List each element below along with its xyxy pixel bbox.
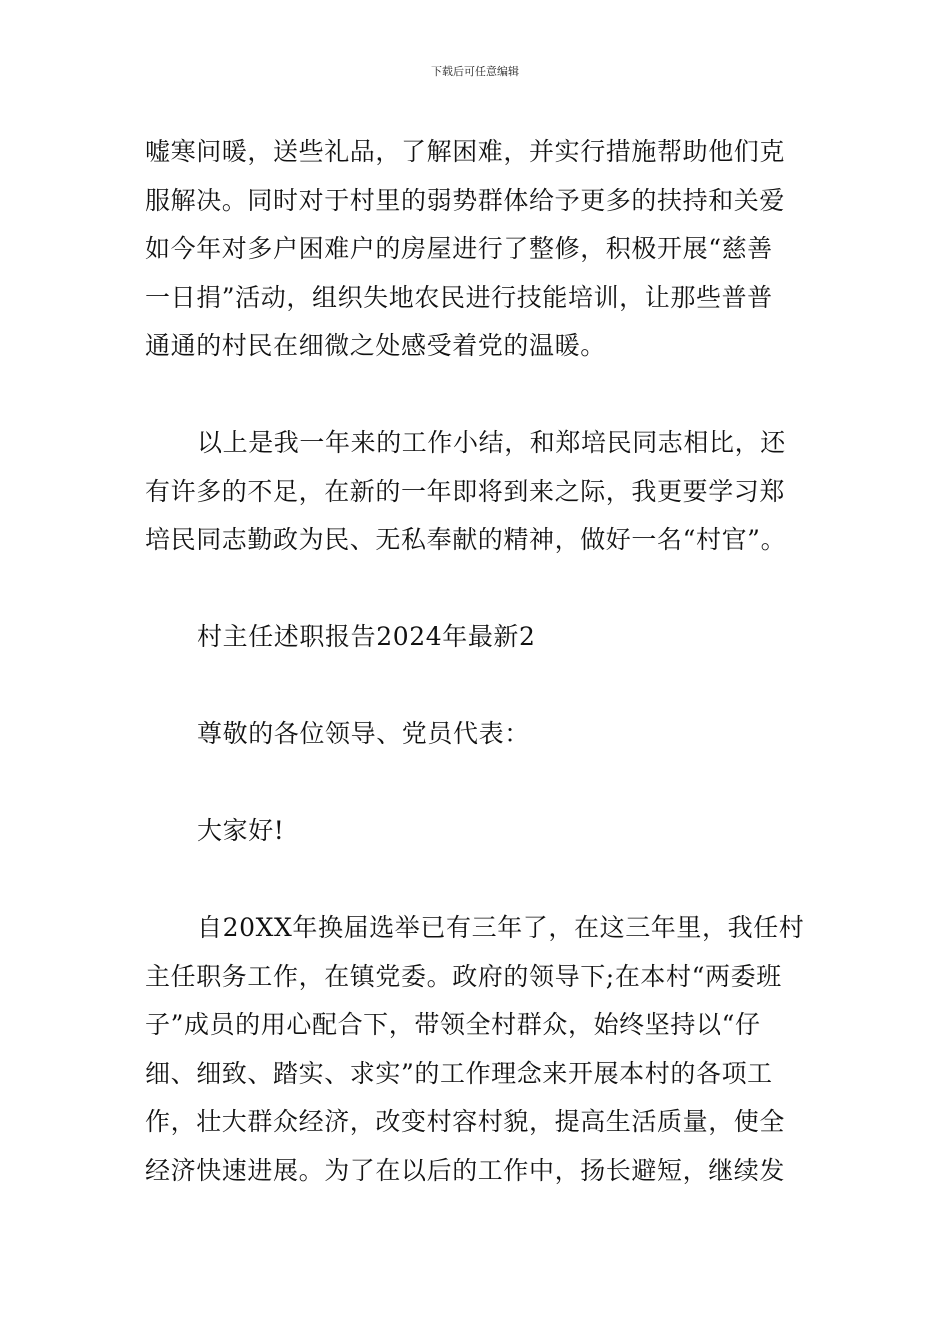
paragraph-1 xyxy=(145,128,807,371)
paragraph-gap xyxy=(145,759,807,808)
paragraph-3 xyxy=(145,904,807,1195)
text-line: 村主任述职报告2024年最新2 xyxy=(197,622,536,651)
salutation xyxy=(145,710,807,759)
text-line: 以上是我一年来的工作小结，和郑培民同志相比，还 xyxy=(197,428,786,457)
paragraph-gap xyxy=(145,371,807,420)
section-title xyxy=(145,613,807,662)
text-line: 自20XX年换届选举已有三年了，在这三年里，我任村 xyxy=(197,913,805,942)
text-line: 培民同志勤政为民、无私奉献的精神，做好一名“村官”。 xyxy=(145,525,787,554)
text-line: 通通的村民在细微之处感受着党的温暖。 xyxy=(145,331,606,360)
document-body xyxy=(145,128,807,1195)
paragraph-2 xyxy=(145,419,807,565)
text-line: 尊敬的各位领导、党员代表： xyxy=(197,719,530,748)
text-line: 一日捐”活动，组织失地农民进行技能培训，让那些普普 xyxy=(145,282,773,312)
page-header: 下载后可任意编辑 xyxy=(431,65,519,78)
greeting xyxy=(145,807,807,856)
text-line: 嘘寒问暖，送些礼品，了解困难，并实行措施帮助他们克 xyxy=(145,137,786,166)
paragraph-gap xyxy=(145,856,807,905)
paragraph-gap xyxy=(145,662,807,711)
text-line: 经济快速进展。为了在以后的工作中，扬长避短，继续发 xyxy=(145,1155,786,1185)
text-line: 如今年对多户困难户的房屋进行了整修，积极开展“慈善 xyxy=(145,234,773,263)
text-line: 大家好! xyxy=(197,816,285,845)
text-line: 子”成员的用心配合下，带领全村群众，始终坚持以“仔 xyxy=(145,1010,761,1039)
text-line: 作，壮大群众经济，改变村容村貌，提高生活质量，使全 xyxy=(145,1107,786,1136)
text-line: 主任职务工作，在镇党委。政府的领导下;在本村“两委班 xyxy=(145,961,782,991)
text-line: 有许多的不足，在新的一年即将到来之际，我更要学习郑 xyxy=(145,476,786,506)
text-line: 细、细致、踏实、求实”的工作理念来开展本村的各项工 xyxy=(145,1058,773,1088)
text-line: 服解决。同时对于村里的弱势群体给予更多的扶持和关爱 xyxy=(145,185,786,215)
paragraph-gap xyxy=(145,565,807,614)
